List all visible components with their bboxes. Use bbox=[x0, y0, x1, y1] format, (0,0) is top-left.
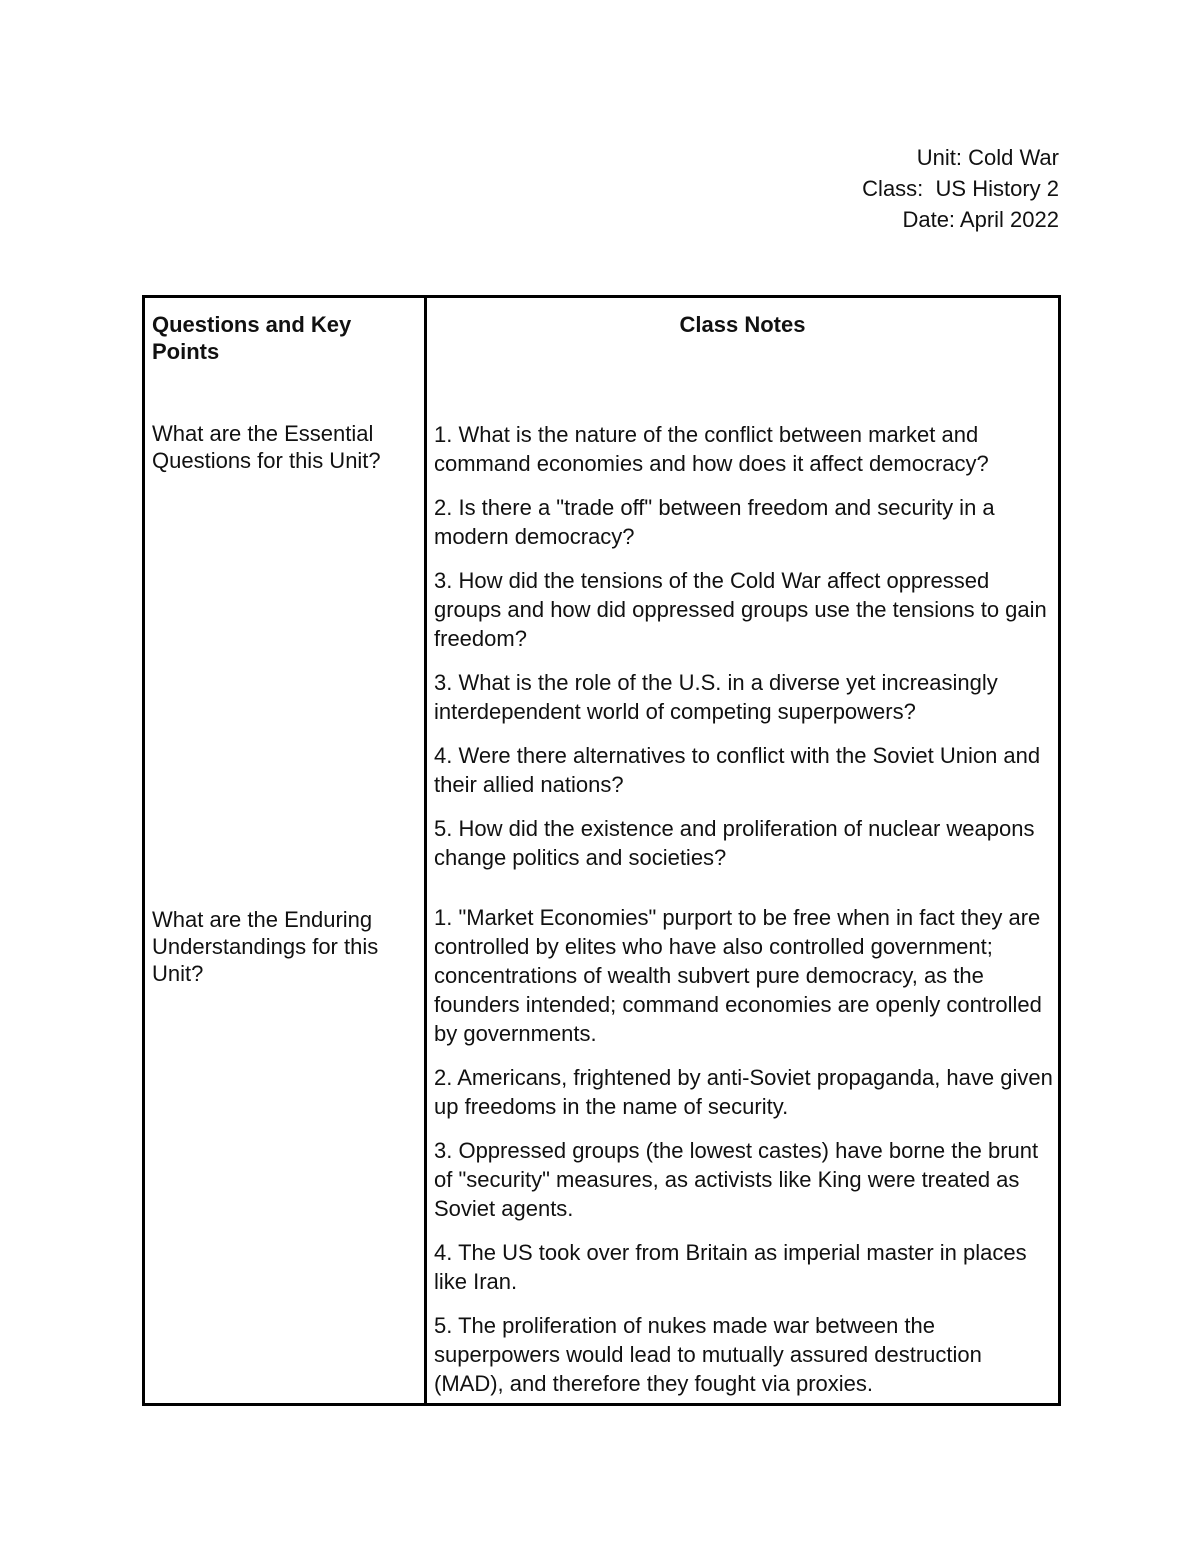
list-item: 2. Americans, frightened by anti-Soviet propaganda, have given up freedoms in the name of security. bbox=[434, 1065, 1053, 1119]
list-item: 3. Oppressed groups (the lowest castes) have borne the brunt of "security" measures, as activists like King were treated as Soviet agents. bbox=[434, 1138, 1039, 1221]
questions-column bbox=[145, 298, 427, 1403]
essential-questions-prompt: What are the Essential Questions for this Unit? bbox=[152, 421, 381, 473]
date-line: Date: April 2022 bbox=[902, 207, 1059, 232]
cornell-notes-table bbox=[142, 295, 1061, 1406]
unit-line: Unit: Cold War bbox=[916, 145, 1059, 170]
essential-questions-list bbox=[434, 420, 1054, 887]
enduring-understandings-prompt: What are the Enduring Understandings for this Unit? bbox=[152, 907, 379, 986]
list-item: 5. How did the existence and proliferation of nuclear weapons change politics and societies? bbox=[434, 816, 1035, 870]
document-header bbox=[862, 142, 1059, 235]
list-item: 4. Were there alternatives to conflict with the Soviet Union and their allied nations? bbox=[434, 743, 1041, 797]
list-item: 3. How did the tensions of the Cold War affect oppressed groups and how did oppressed groups use the tensions to gain freedom? bbox=[434, 568, 1047, 651]
enduring-understandings-list bbox=[434, 903, 1054, 1413]
class-line: Class: US History 2 bbox=[862, 176, 1059, 201]
notes-column-heading: Class Notes bbox=[679, 312, 806, 337]
list-item: 1. What is the nature of the conflict between market and command economies and how does it affect democracy? bbox=[434, 422, 989, 476]
list-item: 1. "Market Economies" purport to be free when in fact they are controlled by elites who have also controlled government; concentrations of wealth subvert pure democracy, as the founders intended; command economies are openly controlled by governments. bbox=[434, 905, 1042, 1046]
questions-column-heading: Questions and Key Points bbox=[152, 312, 352, 364]
notes-column bbox=[427, 298, 1058, 1403]
list-item: 4. The US took over from Britain as imperial master in places like Iran. bbox=[434, 1240, 1027, 1294]
list-item: 3. What is the role of the U.S. in a diverse yet increasingly interdependent world of competing superpowers? bbox=[434, 670, 998, 724]
list-item: 5. The proliferation of nukes made war between the superpowers would lead to mutually assured destruction (MAD), and therefore they fought via proxies. bbox=[434, 1313, 982, 1396]
list-item: 2. Is there a "trade off" between freedom and security in a modern democracy? bbox=[434, 495, 995, 549]
